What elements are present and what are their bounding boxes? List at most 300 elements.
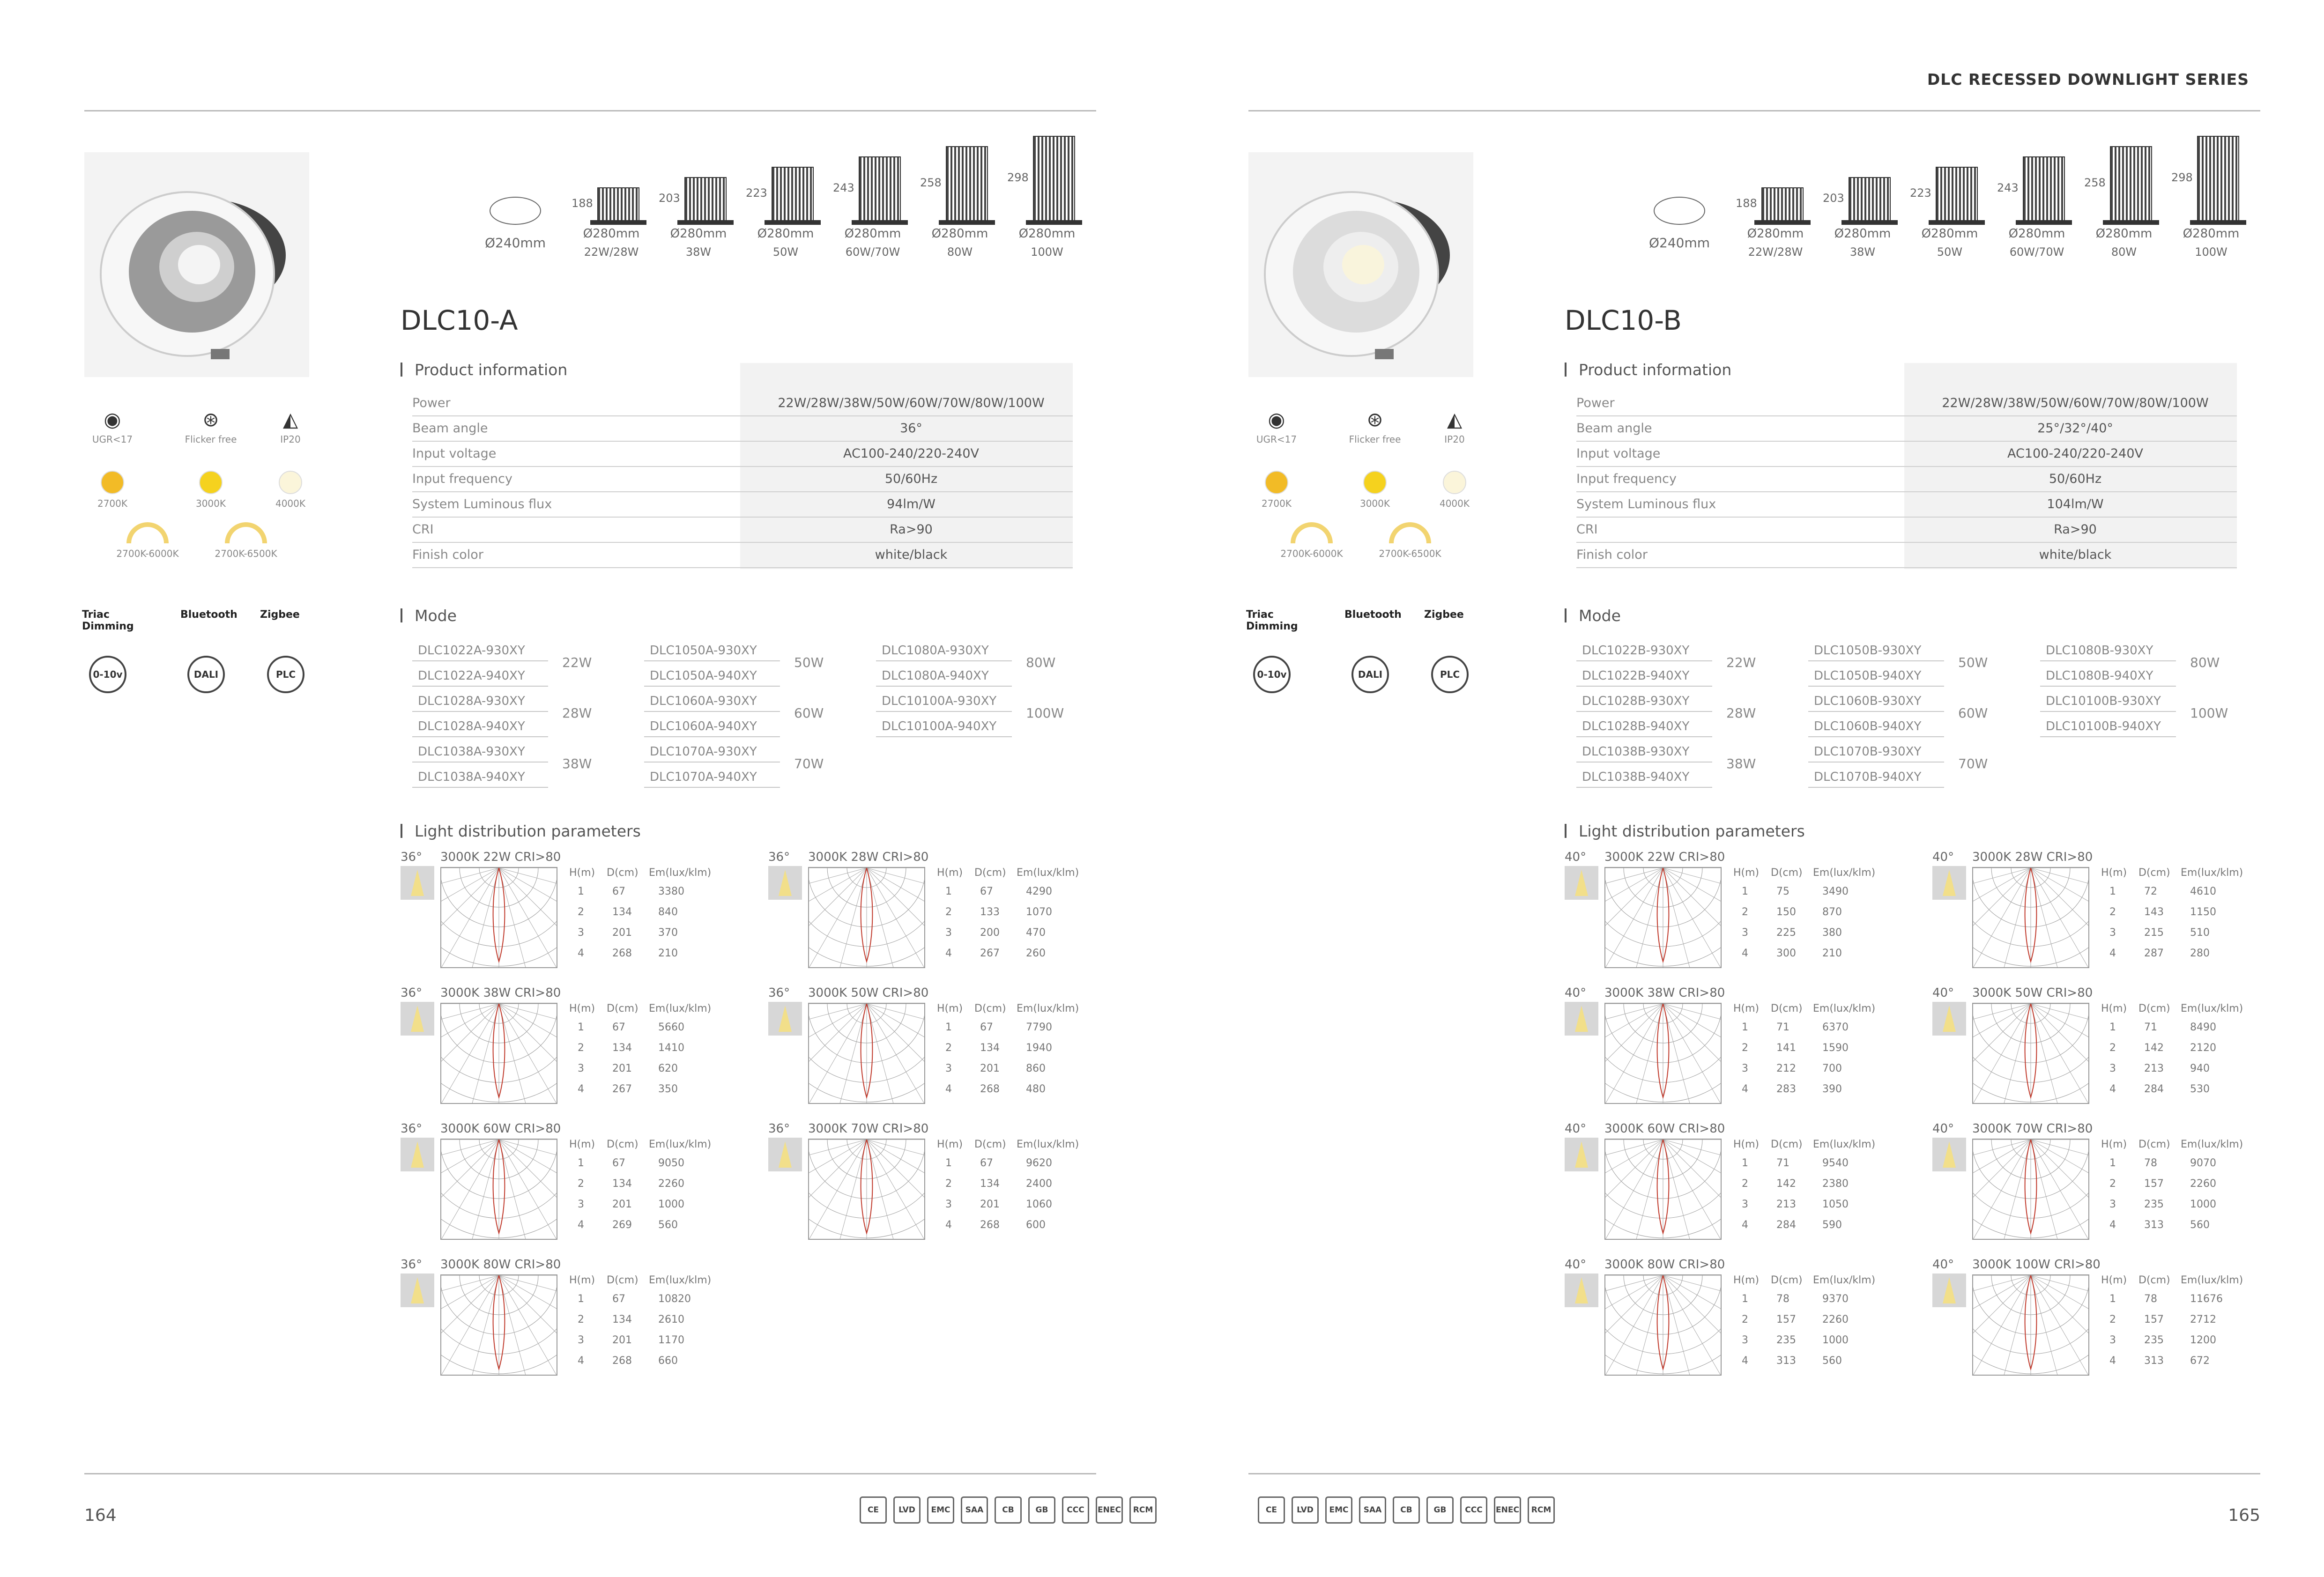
cert-badge-8: RCM	[1129, 1496, 1157, 1524]
cell-d: 287	[2144, 948, 2164, 959]
beam-angle: 40°	[1565, 850, 1587, 864]
model-text: DLC10100B-930XY	[2046, 694, 2161, 708]
mode-watt: 38W	[1726, 756, 1756, 771]
distribution-table	[2101, 1274, 2260, 1368]
cell-h: 4	[2109, 1355, 2116, 1367]
polar-diagram	[1972, 1139, 2089, 1240]
table-row	[937, 906, 1096, 925]
cell-h: 2	[578, 1042, 584, 1054]
table-row	[1733, 1199, 1893, 1217]
lamp-flange	[2190, 220, 2246, 225]
info-label: CRI	[412, 522, 434, 537]
lamp-body	[2110, 146, 2152, 225]
color-dot	[101, 471, 124, 494]
light-distribution-block	[1932, 1122, 2288, 1244]
cert-badge-2: EMC	[1325, 1496, 1352, 1524]
dim-watt: 22W/28W	[584, 245, 639, 259]
beam-icon	[1565, 1138, 1598, 1171]
beam-icon	[401, 1002, 434, 1036]
table-row	[2101, 1314, 2260, 1333]
th-h: H(m)	[569, 1003, 595, 1014]
product-title: DLC10-A	[401, 304, 518, 336]
table-row	[569, 1063, 728, 1081]
tunable-arc	[225, 522, 267, 543]
distribution-table	[569, 1003, 728, 1096]
cell-d: 67	[612, 1293, 625, 1305]
cell-e: 660	[658, 1355, 678, 1367]
cell-h: 3	[945, 927, 952, 939]
polar-curve	[809, 1004, 924, 1103]
cell-d: 134	[980, 1042, 1000, 1054]
cell-e: 1940	[1026, 1042, 1052, 1054]
cct-swatch	[262, 471, 319, 509]
distribution-table	[569, 1274, 728, 1368]
series-header: DLC RECESSED DOWNLIGHT SERIES	[1927, 70, 2249, 89]
info-row	[1576, 492, 2237, 518]
dim-height: 258	[2084, 176, 2106, 189]
cell-e: 1150	[2190, 906, 2216, 918]
lamp-body	[2023, 156, 2065, 225]
model-underline	[412, 787, 548, 788]
control-2: Zigbee	[260, 609, 300, 621]
table-row	[569, 1219, 728, 1238]
beam-icon	[401, 866, 434, 900]
cell-h: 3	[1742, 927, 1748, 939]
cell-e: 560	[2190, 1219, 2210, 1231]
cell-e: 1000	[1822, 1334, 1849, 1346]
table-row	[1733, 927, 1893, 946]
table-row	[937, 1063, 1096, 1081]
table-row	[1733, 1314, 1893, 1333]
cell-d: 201	[612, 927, 632, 939]
table-row	[569, 1178, 728, 1197]
polar-curve	[1973, 1004, 2088, 1103]
cell-d: 215	[2144, 927, 2164, 939]
flicker-icon: ⊛	[202, 408, 219, 431]
dim-height: 188	[1736, 197, 1757, 210]
th-d: D(cm)	[1771, 1003, 1803, 1014]
polar-diagram	[440, 1274, 557, 1376]
table-row	[1733, 1083, 1893, 1102]
cell-h: 3	[2109, 1334, 2116, 1346]
polar-diagram	[1604, 1003, 1722, 1104]
cell-h: 2	[2109, 1314, 2116, 1325]
table-row	[569, 1042, 728, 1061]
cell-d: 134	[612, 1178, 632, 1190]
feature-eye-icon	[1248, 407, 1305, 445]
dim-height: 258	[920, 176, 942, 189]
cell-h: 3	[945, 1199, 952, 1210]
distribution-table	[1733, 1274, 1893, 1368]
beam-angle: 36°	[768, 850, 790, 864]
model-text: DLC1050A-940XY	[650, 669, 757, 683]
eye-icon: ◉	[104, 408, 121, 431]
cell-e: 840	[658, 906, 678, 918]
beam-cone-icon	[768, 1002, 802, 1036]
protocol-1: DALI	[1351, 656, 1389, 693]
cell-h: 3	[578, 1063, 584, 1074]
beam-icon	[1932, 1273, 1966, 1307]
cell-d: 268	[612, 1355, 632, 1367]
cell-h: 3	[578, 1334, 584, 1346]
cell-e: 560	[1822, 1355, 1842, 1367]
cell-d: 134	[612, 1314, 632, 1325]
cell-d: 267	[612, 1083, 632, 1095]
model-text: DLC1060B-940XY	[1814, 719, 1922, 733]
info-value: 50/60Hz	[2049, 472, 2102, 486]
cell-d: 225	[1776, 927, 1796, 939]
lamp-flange	[590, 220, 646, 225]
distribution-caption: 3000K 28W CRI>80	[808, 850, 929, 864]
downlight-image	[84, 152, 309, 377]
cell-e: 1410	[658, 1042, 684, 1054]
beam-icon	[1932, 866, 1966, 900]
table-row	[2101, 1334, 2260, 1353]
light-dist-heading	[401, 822, 641, 840]
distribution-table	[569, 867, 728, 961]
cell-h: 1	[2109, 1022, 2116, 1033]
tunable-label: 2700K-6500K	[1379, 548, 1441, 559]
cell-e: 9540	[1822, 1157, 1849, 1169]
mode-watt: 100W	[2190, 705, 2228, 721]
beam-icon	[1932, 1002, 1966, 1036]
control-0: Triac Dimming	[82, 609, 134, 632]
table-row	[2101, 1293, 2260, 1312]
cell-e: 600	[1026, 1219, 1046, 1231]
dim-diameter: Ø280mm	[583, 227, 640, 241]
cell-e: 530	[2190, 1083, 2210, 1095]
cell-e: 9620	[1026, 1157, 1052, 1169]
model-text: DLC1050B-940XY	[1814, 669, 1922, 683]
beam-cone-icon	[401, 1273, 434, 1307]
page-number: 165	[2228, 1506, 2260, 1525]
table-header	[2101, 1139, 2260, 1157]
lamp-body	[859, 156, 901, 225]
control-1: Bluetooth	[1344, 609, 1402, 621]
lamp-flange	[1026, 220, 1082, 225]
model-underline	[876, 711, 1012, 712]
light-distribution-block	[1565, 1258, 1921, 1379]
table-row	[1733, 948, 1893, 966]
model-underline	[644, 787, 780, 788]
th-h: H(m)	[2101, 867, 2127, 879]
model-text: DLC1060A-940XY	[650, 719, 757, 733]
protocol-2: PLC	[1431, 656, 1469, 693]
feature-label: Flicker free	[185, 434, 237, 445]
lamp-body	[1936, 167, 1978, 225]
dim-diameter: Ø280mm	[670, 227, 727, 241]
cell-d: 212	[1776, 1063, 1796, 1074]
info-label: Input frequency	[1576, 472, 1677, 486]
lamp-body	[1849, 177, 1891, 225]
cutout-drawing	[1642, 197, 1717, 251]
cell-e: 10820	[658, 1293, 691, 1305]
cell-h: 1	[578, 1022, 584, 1033]
th-d: D(cm)	[2138, 1139, 2170, 1150]
feature-drop-icon	[262, 407, 319, 445]
distribution-caption: 3000K 22W CRI>80	[440, 850, 561, 864]
cell-e: 2260	[658, 1178, 684, 1190]
heading-bar	[1565, 824, 1567, 838]
table-row	[937, 1199, 1096, 1217]
model-text: DLC1028B-930XY	[1582, 694, 1690, 708]
cell-h: 2	[578, 906, 584, 918]
cct-swatch	[1347, 471, 1403, 509]
info-row	[412, 492, 1073, 518]
color-dot	[1443, 471, 1466, 494]
cell-d: 213	[2144, 1063, 2164, 1074]
lamp-flange	[939, 220, 995, 225]
polar-curve	[1973, 1275, 2088, 1375]
cell-h: 1	[945, 886, 952, 897]
model-underline	[1576, 762, 1712, 763]
model-text: DLC1060B-930XY	[1814, 694, 1922, 708]
cell-h: 4	[1742, 948, 1748, 959]
info-row	[412, 391, 1073, 416]
color-dot	[279, 471, 302, 494]
th-e: Em(lux/klm)	[1813, 1274, 1876, 1286]
distribution-caption: 3000K 22W CRI>80	[1604, 850, 1725, 864]
polar-diagram	[1972, 1003, 2089, 1104]
beam-cone-icon	[1565, 1002, 1598, 1036]
model-underline	[1576, 787, 1712, 788]
light-distribution-block	[401, 986, 757, 1108]
cell-h: 1	[578, 886, 584, 897]
model-underline	[1808, 686, 1944, 687]
info-label: System Luminous flux	[412, 497, 552, 511]
table-header	[569, 1274, 728, 1293]
polar-diagram	[440, 1003, 557, 1104]
light-distribution-block	[401, 1258, 757, 1379]
cell-d: 142	[2144, 1042, 2164, 1054]
cell-d: 142	[1776, 1178, 1796, 1190]
cell-e: 390	[1822, 1083, 1842, 1095]
drop-icon: ◭	[1447, 408, 1463, 431]
cert-badge-8: RCM	[1528, 1496, 1555, 1524]
table-header	[569, 1003, 728, 1022]
dim-watt: 50W	[772, 245, 799, 259]
info-value: 104lm/W	[2047, 497, 2104, 511]
beam-icon	[401, 1273, 434, 1307]
lamp-body	[2197, 136, 2239, 225]
model-underline	[1808, 660, 1944, 661]
cell-d: 267	[980, 948, 1000, 959]
model-text: DLC10100A-930XY	[882, 694, 997, 708]
color-dot	[1265, 471, 1288, 494]
table-header	[1733, 1274, 1893, 1293]
cell-e: 4610	[2190, 886, 2216, 897]
heading-bar	[401, 363, 402, 377]
cell-e: 1000	[658, 1199, 684, 1210]
cell-h: 4	[945, 948, 952, 959]
cell-d: 67	[612, 1022, 625, 1033]
lamp-flange	[1929, 220, 1985, 225]
cell-h: 3	[1742, 1334, 1748, 1346]
cell-e: 560	[658, 1219, 678, 1231]
cell-e: 260	[1026, 948, 1046, 959]
model-underline	[2040, 660, 2176, 661]
table-row	[569, 948, 728, 966]
beam-angle: 40°	[1932, 1258, 1954, 1272]
cell-d: 313	[1776, 1355, 1796, 1367]
info-value: Ra>90	[2054, 522, 2097, 537]
th-d: D(cm)	[607, 1003, 639, 1014]
cct-swatch	[1248, 471, 1305, 509]
table-header	[2101, 1274, 2260, 1293]
info-label: System Luminous flux	[1576, 497, 1716, 511]
th-d: D(cm)	[1771, 867, 1803, 879]
cell-d: 268	[980, 1219, 1000, 1231]
cell-d: 72	[2144, 886, 2157, 897]
table-row	[1733, 1219, 1893, 1238]
cell-h: 2	[945, 1042, 952, 1054]
table-row	[2101, 1042, 2260, 1061]
polar-diagram	[808, 1003, 925, 1104]
model-underline	[876, 736, 1012, 737]
protocol-2: PLC	[267, 656, 304, 693]
th-h: H(m)	[569, 867, 595, 879]
cell-e: 1200	[2190, 1334, 2216, 1346]
mode-watt: 28W	[562, 705, 592, 721]
cell-h: 4	[945, 1083, 952, 1095]
info-value: 22W/28W/38W/50W/60W/70W/80W/100W	[778, 396, 1045, 410]
mode-watt: 80W	[2190, 655, 2220, 670]
cell-h: 1	[1742, 1293, 1748, 1305]
model-underline	[876, 660, 1012, 661]
cell-h: 3	[1742, 1063, 1748, 1074]
cell-d: 313	[2144, 1219, 2164, 1231]
cell-d: 67	[980, 886, 993, 897]
beam-icon	[1565, 866, 1598, 900]
cell-d: 78	[2144, 1157, 2157, 1169]
table-header	[2101, 867, 2260, 886]
cell-h: 1	[2109, 886, 2116, 897]
table-row	[569, 1334, 728, 1353]
th-h: H(m)	[1733, 867, 1760, 879]
dim-height: 243	[833, 181, 854, 194]
cell-d: 283	[1776, 1083, 1796, 1095]
mode-watt: 60W	[794, 705, 824, 721]
table-row	[937, 1083, 1096, 1102]
cert-badge-1: LVD	[893, 1496, 921, 1524]
table-row	[2101, 906, 2260, 925]
tunable-arc	[126, 522, 169, 543]
downlight-image	[1248, 152, 1473, 377]
cell-h: 3	[945, 1063, 952, 1074]
dim-watt: 50W	[1937, 245, 1963, 259]
heading-text: Light distribution parameters	[1579, 822, 1805, 840]
dim-watt: 60W/70W	[845, 245, 900, 259]
th-h: H(m)	[937, 867, 963, 879]
polar-diagram	[1604, 1139, 1722, 1240]
distribution-table	[937, 867, 1096, 961]
distribution-caption: 3000K 28W CRI>80	[1972, 850, 2093, 864]
table-row	[1733, 906, 1893, 925]
dim-diameter: Ø280mm	[2095, 227, 2153, 241]
cell-d: 71	[2144, 1022, 2157, 1033]
cct-label: 4000K	[275, 498, 305, 509]
cell-d: 235	[2144, 1334, 2164, 1346]
table-row	[2101, 1219, 2260, 1238]
model-underline	[1808, 736, 1944, 737]
cert-badge-5: GB	[1028, 1496, 1055, 1524]
cell-d: 201	[612, 1334, 632, 1346]
dim-diameter: Ø280mm	[1747, 227, 1804, 241]
tunable-label: 2700K-6000K	[1280, 548, 1343, 559]
info-row	[1576, 442, 2237, 467]
cell-h: 1	[578, 1157, 584, 1169]
cell-e: 2260	[2190, 1178, 2216, 1190]
cell-d: 67	[980, 1157, 993, 1169]
dim-diameter: Ø280mm	[757, 227, 814, 241]
mode-watt: 22W	[1726, 655, 1756, 670]
cell-e: 7790	[1026, 1022, 1052, 1033]
cell-h: 2	[578, 1314, 584, 1325]
cell-h: 3	[1742, 1199, 1748, 1210]
th-d: D(cm)	[974, 867, 1006, 879]
model-text: DLC1038B-930XY	[1582, 745, 1690, 759]
distribution-caption: 3000K 80W CRI>80	[440, 1258, 561, 1272]
cert-badge-7: ENEC	[1096, 1496, 1123, 1524]
table-row	[2101, 1355, 2260, 1374]
distribution-table	[937, 1139, 1096, 1232]
table-row	[2101, 1083, 2260, 1102]
distribution-caption: 3000K 70W CRI>80	[808, 1122, 929, 1136]
model-text: DLC1070B-930XY	[1814, 745, 1922, 759]
beam-cone-icon	[401, 1138, 434, 1171]
model-underline	[1576, 736, 1712, 737]
dim-height: 243	[1997, 181, 2019, 194]
info-value: 22W/28W/38W/50W/60W/70W/80W/100W	[1942, 396, 2209, 410]
bottom-divider	[84, 1473, 1096, 1474]
beam-angle: 36°	[401, 1258, 423, 1272]
info-label: Input voltage	[412, 446, 497, 461]
light-distribution-block	[1932, 1258, 2288, 1379]
cell-h: 4	[578, 1355, 584, 1367]
polar-curve	[809, 868, 924, 967]
cell-e: 8490	[2190, 1022, 2216, 1033]
cell-d: 201	[980, 1063, 1000, 1074]
cell-d: 75	[1776, 886, 1789, 897]
cell-h: 4	[2109, 948, 2116, 959]
model-text: DLC1050B-930XY	[1814, 644, 1922, 658]
beam-angle: 36°	[768, 1122, 790, 1136]
tunable-label: 2700K-6500K	[215, 548, 277, 559]
beam-cone-icon	[1932, 1273, 1966, 1307]
info-row	[412, 518, 1073, 543]
distribution-caption: 3000K 38W CRI>80	[1604, 986, 1725, 1000]
top-divider	[1248, 110, 2260, 111]
bottom-divider	[1248, 1473, 2260, 1474]
mode-watt: 100W	[1026, 705, 1064, 721]
table-header	[1733, 1139, 1893, 1157]
protocol-0: 0-10v	[1253, 656, 1291, 693]
th-e: Em(lux/klm)	[1813, 1003, 1876, 1014]
th-d: D(cm)	[607, 867, 639, 879]
cell-d: 67	[612, 886, 625, 897]
table-row	[1733, 1355, 1893, 1374]
model-text: DLC1070B-940XY	[1814, 770, 1922, 784]
cell-h: 4	[578, 1083, 584, 1095]
distribution-table	[2101, 867, 2260, 961]
table-row	[569, 1355, 728, 1374]
table-row	[1733, 1178, 1893, 1197]
cell-h: 4	[2109, 1083, 2116, 1095]
distribution-table	[1733, 1139, 1893, 1232]
dim-diameter: Ø280mm	[1018, 227, 1076, 241]
cell-d: 71	[1776, 1157, 1789, 1169]
info-label: Power	[1576, 396, 1615, 410]
